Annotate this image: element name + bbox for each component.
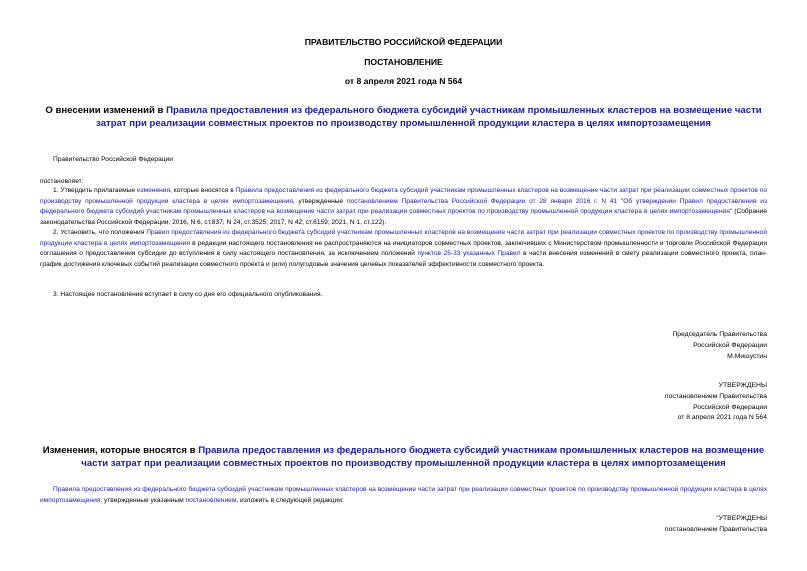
- changes-title-rules-link[interactable]: Правила предоставления из федерального бюджета субсидий участникам промышленных кластеров на возмещение части затрат при реализации совместных проектов по производству промышленной продукции кластера в целях импортозамещения: [81, 445, 765, 469]
- approval-line-1: УТВЕРЖДЕНЫ: [718, 382, 767, 389]
- item2-text-a: 2. Установить, что положения: [53, 229, 147, 236]
- intro-resolves: постановляет:: [40, 178, 84, 185]
- changes-paragraph: [40, 485, 767, 506]
- item2-points-link[interactable]: пунктов 25-33 указанных Правил: [417, 250, 521, 257]
- approval-block: [665, 381, 767, 424]
- item2-text-c: в части внесения изменений в смету реализации совместного проекта, план-график достижения ключевых событий реализации совместного проекта и (или) полугодовые значения целевых показателей эффективности совместного проекта.: [40, 250, 767, 268]
- item1-rules-link[interactable]: Правила предоставления из федерального бюджета субсидий участникам промышленных кластеров на возмещение части затрат при реализации совместных проектов по производству промышленной продукции кластера в целях импортозамещения: [40, 187, 767, 205]
- item2-rules-link[interactable]: Правил предоставления из федерального бюджета субсидий участникам промышленных кластеров на возмещение части затрат при реализации совместных проектов по производству промышленной продукции кластера в целях импортозамещения: [40, 229, 767, 247]
- item1-text-c: , утвержденные: [292, 197, 347, 205]
- government-heading: ПРАВИТЕЛЬСТВО РОССИЙСКОЙ ФЕДЕРАЦИИ: [304, 37, 503, 47]
- item1-resolution-link[interactable]: постановлением Правительства Российской Федерации от 28 января 2016 г. N 41 "Об утверждении Правил предоставления из федерального бюджета субсидий участникам промышленных кластеров на возмещение части затрат при реализации совместных проектов по производству промышленной продукции кластера в целях импортозамещения": [40, 197, 768, 215]
- item1-text-a: 1. Утвердить прилагаемые: [53, 187, 137, 194]
- intro-government: Правительство Российской Федерации: [53, 156, 173, 163]
- document-date-number: от 8 апреля 2021 года N 564: [344, 76, 463, 86]
- title-prefix: О внесении изменений в: [45, 105, 167, 116]
- changes-resolution-link[interactable]: постановлением: [185, 496, 237, 504]
- item1-text-b: , которые вносятся в: [170, 187, 236, 194]
- approval-line-3: Российской Федерации: [693, 403, 767, 411]
- changes-rules-link[interactable]: Правила предоставления из федерального бюджета субсидий участникам промышленных кластеров на возмещение части затрат при реализации совместных проектов по производству промышленной продукции кластера в целях импортозамещения: [40, 486, 767, 504]
- changes-title-prefix: Изменения, которые вносятся в: [42, 445, 199, 456]
- changes-title: [40, 444, 767, 470]
- signature-line-2: Российской Федерации: [693, 341, 767, 349]
- paragraph-item-3: 3. Настоящее постановление вступает в силу со дня его официального опубликования.: [53, 291, 323, 298]
- signature-name: М.Мишустин: [727, 352, 767, 360]
- title-rules-link[interactable]: Правила предоставления из федерального бюджета субсидий участникам промышленных кластеров на возмещение части затрат при реализации совместных проектов по производству промышленной продукции кластера в целях импортозамещения: [96, 105, 762, 129]
- document-title: [40, 104, 767, 130]
- paragraph-item-2: [40, 228, 767, 270]
- changes-text-a: , утвержденные указанным: [100, 496, 186, 504]
- paragraph-item-1: [40, 186, 767, 228]
- signature-line-1: Председатель Правительства: [672, 331, 767, 338]
- approval-quote-line-2: постановлением Правительства: [664, 525, 767, 533]
- approval-line-2: постановлением Правительства: [664, 392, 767, 400]
- item1-changes-link[interactable]: изменения: [136, 187, 171, 194]
- item1-text-d: (Собрание законодательства Российской Федерации, 2016, N 6, ст.837; N 24, ст.3525; 2017, N 42, ст.6159; 2021, N 1, ст.122).: [40, 208, 768, 226]
- changes-text-b: , изложить в следующей редакции:: [236, 496, 344, 504]
- item2-text-b: в редакции настоящего постановления не распространяются на инициаторов совместных проектов, заключивших с Министерством промышленности и торговли Российской Федерации соглашения о предоставлении субсидии до вступления в силу настоящего постановления, за исключением положений: [40, 239, 767, 257]
- approval-line-4: от 8 апреля 2021 года N 564: [677, 414, 767, 422]
- approval-quote-block: [665, 514, 767, 536]
- approval-quote-line-1: "УТВЕРЖДЕНЫ: [716, 515, 767, 522]
- signature-block: [672, 330, 767, 362]
- document-type-heading: ПОСТАНОВЛЕНИЕ: [364, 57, 443, 67]
